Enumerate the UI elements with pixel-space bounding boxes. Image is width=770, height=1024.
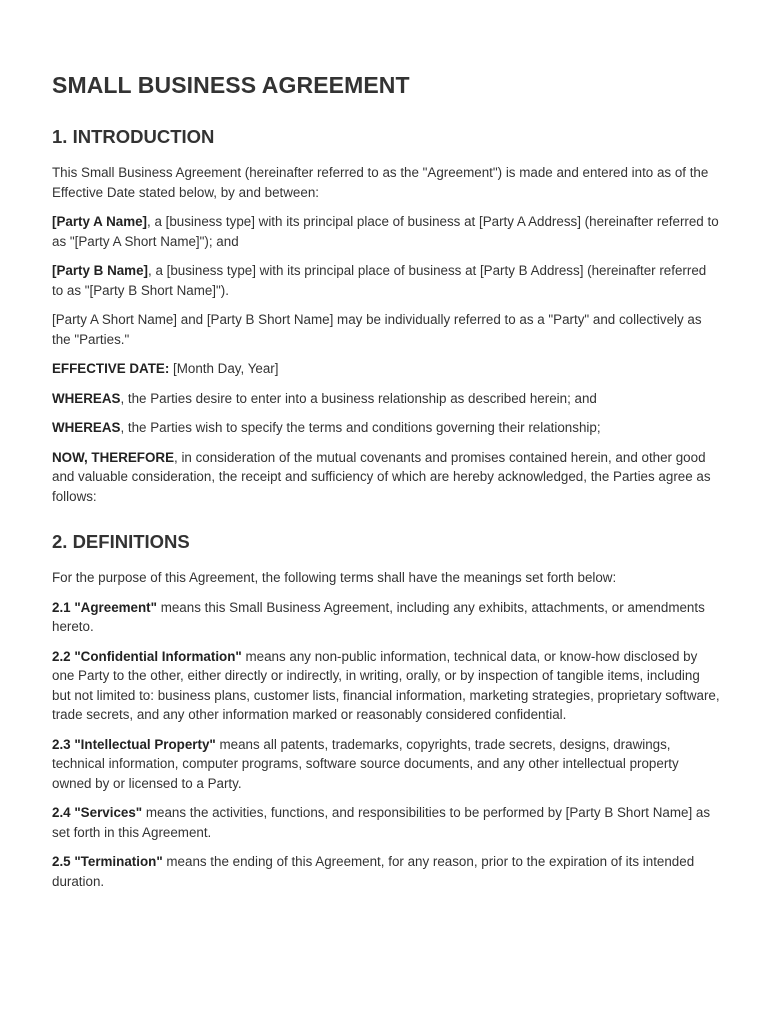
definition-text: means the ending of this Agreement, for any reason, prior to the expiration of its intended duration.	[52, 854, 695, 889]
now-therefore-paragraph	[52, 448, 720, 507]
definitions-intro: For the purpose of this Agreement, the following terms shall have the meanings set forth below:	[52, 570, 617, 585]
definition-term: 2.1 "Agreement"	[52, 599, 157, 615]
whereas-label-1: WHEREAS	[52, 390, 121, 406]
definition-text: means any non-public information, technical data, or know-how disclosed by one Party to the other, either directly or indirectly, in writing, orally, or by inspection of tangible items, including but not limited to: business plans, customer lists, financial information, marketing strategies, proprietary software, trade secrets, and any other information marked or reasonably considered confidential.	[52, 648, 720, 722]
whereas-label-2: WHEREAS	[52, 420, 121, 435]
section-heading-definitions: 2. DEFINITIONS	[52, 531, 190, 552]
definition-termination	[52, 852, 720, 891]
definition-term: 2.2 "Confidential Information"	[52, 648, 242, 664]
party-b-paragraph	[52, 261, 720, 300]
parties-paragraph: [Party A Short Name] and [Party B Short Name] may be individually referred to as a "Party" and collectively as the "Parties."	[52, 312, 702, 347]
party-a-label: [Party A Name]	[52, 214, 148, 229]
definition-term: 2.4 "Services"	[52, 805, 143, 820]
now-therefore-text: , in consideration of the mutual covenants and promises contained herein, and other good and valuable consideration, the receipt and sufficiency of which are hereby acknowledged, the Parties agree as follows:	[52, 449, 711, 504]
party-b-text: , a [business type] with its principal place of business at [Party B Address] (hereinafter referred to as "[Party B Short Name]").	[52, 263, 707, 298]
definition-text: means the activities, functions, and responsibilities to be performed by [Party B Short Name] as set forth in this Agreement.	[52, 805, 711, 840]
intro-paragraph: This Small Business Agreement (hereinafter referred to as the "Agreement") is made and entered into as of the Effective Date stated below, by and between:	[52, 165, 709, 200]
effective-date-label: EFFECTIVE DATE:	[52, 361, 170, 376]
now-therefore-label: NOW, THEREFORE	[52, 449, 175, 465]
definition-text: means all patents, trademarks, copyrights, trade secrets, designs, drawings, technical information, computer programs, software source documents, and any other intellectual property owned by or licensed to a Party.	[52, 736, 679, 791]
definition-agreement	[52, 598, 720, 637]
whereas-text-1: , the Parties desire to enter into a business relationship as described herein; and	[120, 390, 597, 406]
definition-text: means this Small Business Agreement, including any exhibits, attachments, or amendments hereto.	[52, 599, 705, 634]
definition-services	[52, 803, 720, 842]
definition-confidential-information	[52, 647, 720, 725]
whereas-text-2: , the Parties wish to specify the terms and conditions governing their relationship;	[120, 420, 601, 435]
party-a-paragraph	[52, 212, 720, 251]
effective-date-paragraph	[52, 359, 720, 379]
section-heading-introduction: 1. INTRODUCTION	[52, 126, 215, 147]
effective-date-value: [Month Day, Year]	[169, 361, 279, 376]
party-a-text: , a [business type] with its principal place of business at [Party A Address] (hereinafter referred to as "[Party A Short Name]"); and	[52, 214, 719, 249]
definition-term: 2.3 "Intellectual Property"	[52, 736, 216, 752]
definition-intellectual-property	[52, 735, 720, 794]
whereas-paragraph-2	[52, 418, 720, 438]
party-b-label: [Party B Name]	[52, 263, 148, 278]
definition-term: 2.5 "Termination"	[52, 854, 163, 869]
document-title: SMALL BUSINESS AGREEMENT	[52, 72, 410, 98]
whereas-paragraph-1	[52, 389, 720, 409]
